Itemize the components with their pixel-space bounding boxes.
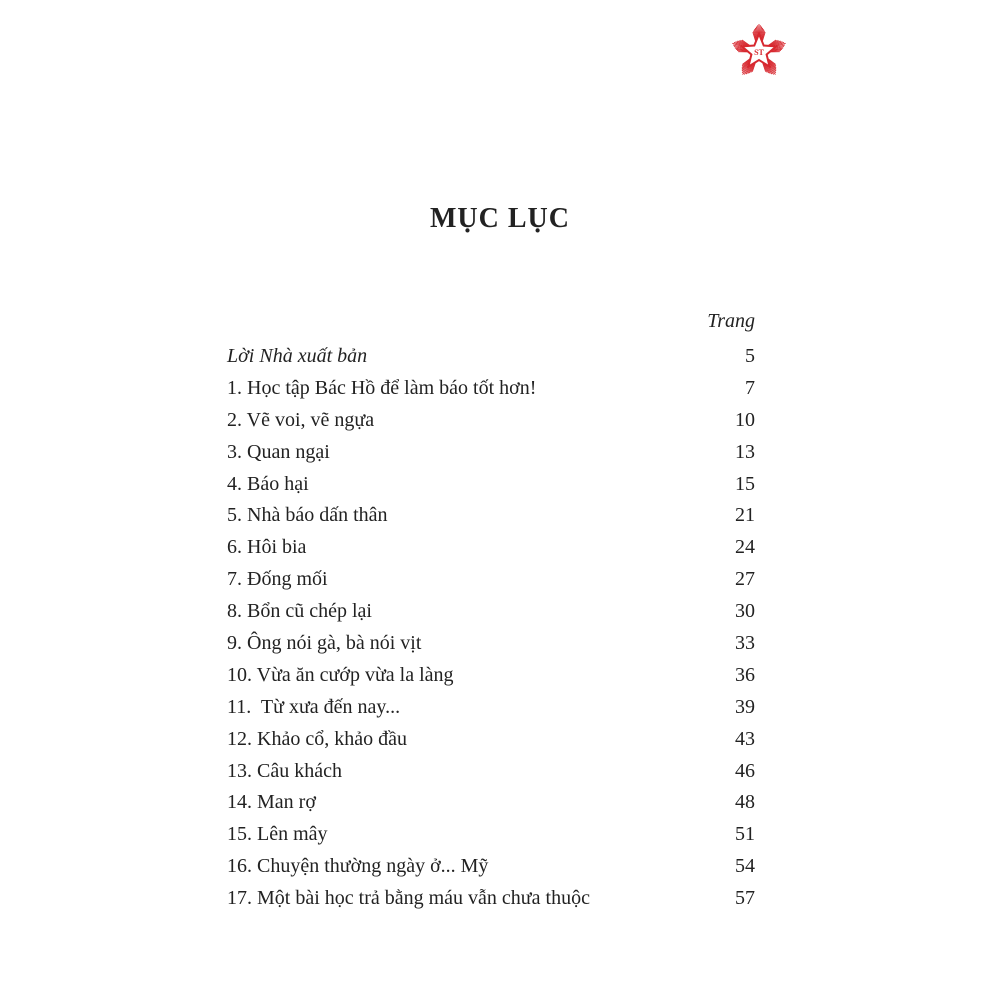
toc-entry [227, 884, 755, 916]
toc-entry-title: 6. Hôi bia [227, 536, 307, 559]
toc-entry-page: 54 [735, 855, 755, 878]
toc-entry-page: 46 [735, 759, 755, 782]
toc-entry [227, 820, 755, 852]
toc-entry-page: 36 [735, 663, 755, 686]
toc-entry-page: 24 [735, 536, 755, 559]
toc-entry [227, 374, 755, 406]
toc-entry-title: Lời Nhà xuất bản [227, 345, 368, 367]
toc-entry-title: 12. Khảo cổ, khảo đầu [227, 727, 407, 750]
toc-entry [227, 406, 755, 438]
toc-entry [227, 693, 755, 725]
toc-entry-page: 5 [745, 345, 755, 367]
toc-entry-title: 11. Từ xưa đến nay... [227, 695, 401, 718]
toc-entry-title: 14. Man rợ [227, 791, 316, 814]
toc-entry [227, 725, 755, 757]
toc-entry-title: 17. Một bài học trả bằng máu vẫn chưa thuộc [227, 887, 590, 910]
toc-entry [227, 852, 755, 884]
toc-entry-page: 15 [735, 472, 755, 495]
toc-entry-title: 9. Ông nói gà, bà nói vịt [227, 632, 422, 655]
toc-entry [227, 501, 755, 533]
toc-entry-page: 30 [735, 600, 755, 623]
toc-entry-page: 39 [735, 695, 755, 718]
toc-entry [227, 533, 755, 565]
toc-entry [227, 438, 755, 470]
toc-entry [227, 565, 755, 597]
toc-entry-page: 21 [735, 504, 755, 527]
toc-entry-title: 2. Vẽ voi, vẽ ngựa [227, 408, 375, 431]
toc-entry-title: 3. Quan ngại [227, 440, 330, 463]
toc-entry-page: 57 [735, 887, 755, 910]
table-of-contents [227, 342, 755, 916]
toc-entry-page: 51 [735, 823, 755, 846]
toc-entry-title: 7. Đống mối [227, 568, 328, 591]
toc-entry-page: 7 [745, 376, 755, 399]
toc-entry-title: 1. Học tập Bác Hồ để làm báo tốt hơn! [227, 376, 537, 399]
toc-entry [227, 342, 755, 374]
toc-entry-title: 15. Lên mây [227, 823, 328, 846]
publisher-logo [729, 22, 789, 82]
svg-text:ST: ST [754, 48, 764, 57]
toc-entry-page: 13 [735, 440, 755, 463]
toc-entry-title: 13. Câu khách [227, 759, 342, 782]
toc-entry [227, 788, 755, 820]
toc-entry [227, 661, 755, 693]
toc-entry-title: 8. Bổn cũ chép lại [227, 600, 372, 623]
toc-entry [227, 757, 755, 789]
toc-entry-title: 16. Chuyện thường ngày ở... Mỹ [227, 855, 489, 878]
toc-entry-title: 4. Báo hại [227, 472, 309, 495]
toc-entry-title: 5. Nhà báo dấn thân [227, 504, 388, 527]
page-title: MỤC LỤC [430, 203, 570, 234]
toc-entry [227, 629, 755, 661]
toc-entry-page: 10 [735, 408, 755, 431]
toc-entry-title: 10. Vừa ăn cướp vừa la làng [227, 663, 454, 686]
toc-entry-page: 43 [735, 727, 755, 750]
toc-entry-page: 27 [735, 568, 755, 591]
toc-entry-page: 33 [735, 632, 755, 655]
toc-entry-page: 48 [735, 791, 755, 814]
toc-entry [227, 470, 755, 502]
toc-entry [227, 597, 755, 629]
page-column-label: Trang [707, 310, 755, 332]
